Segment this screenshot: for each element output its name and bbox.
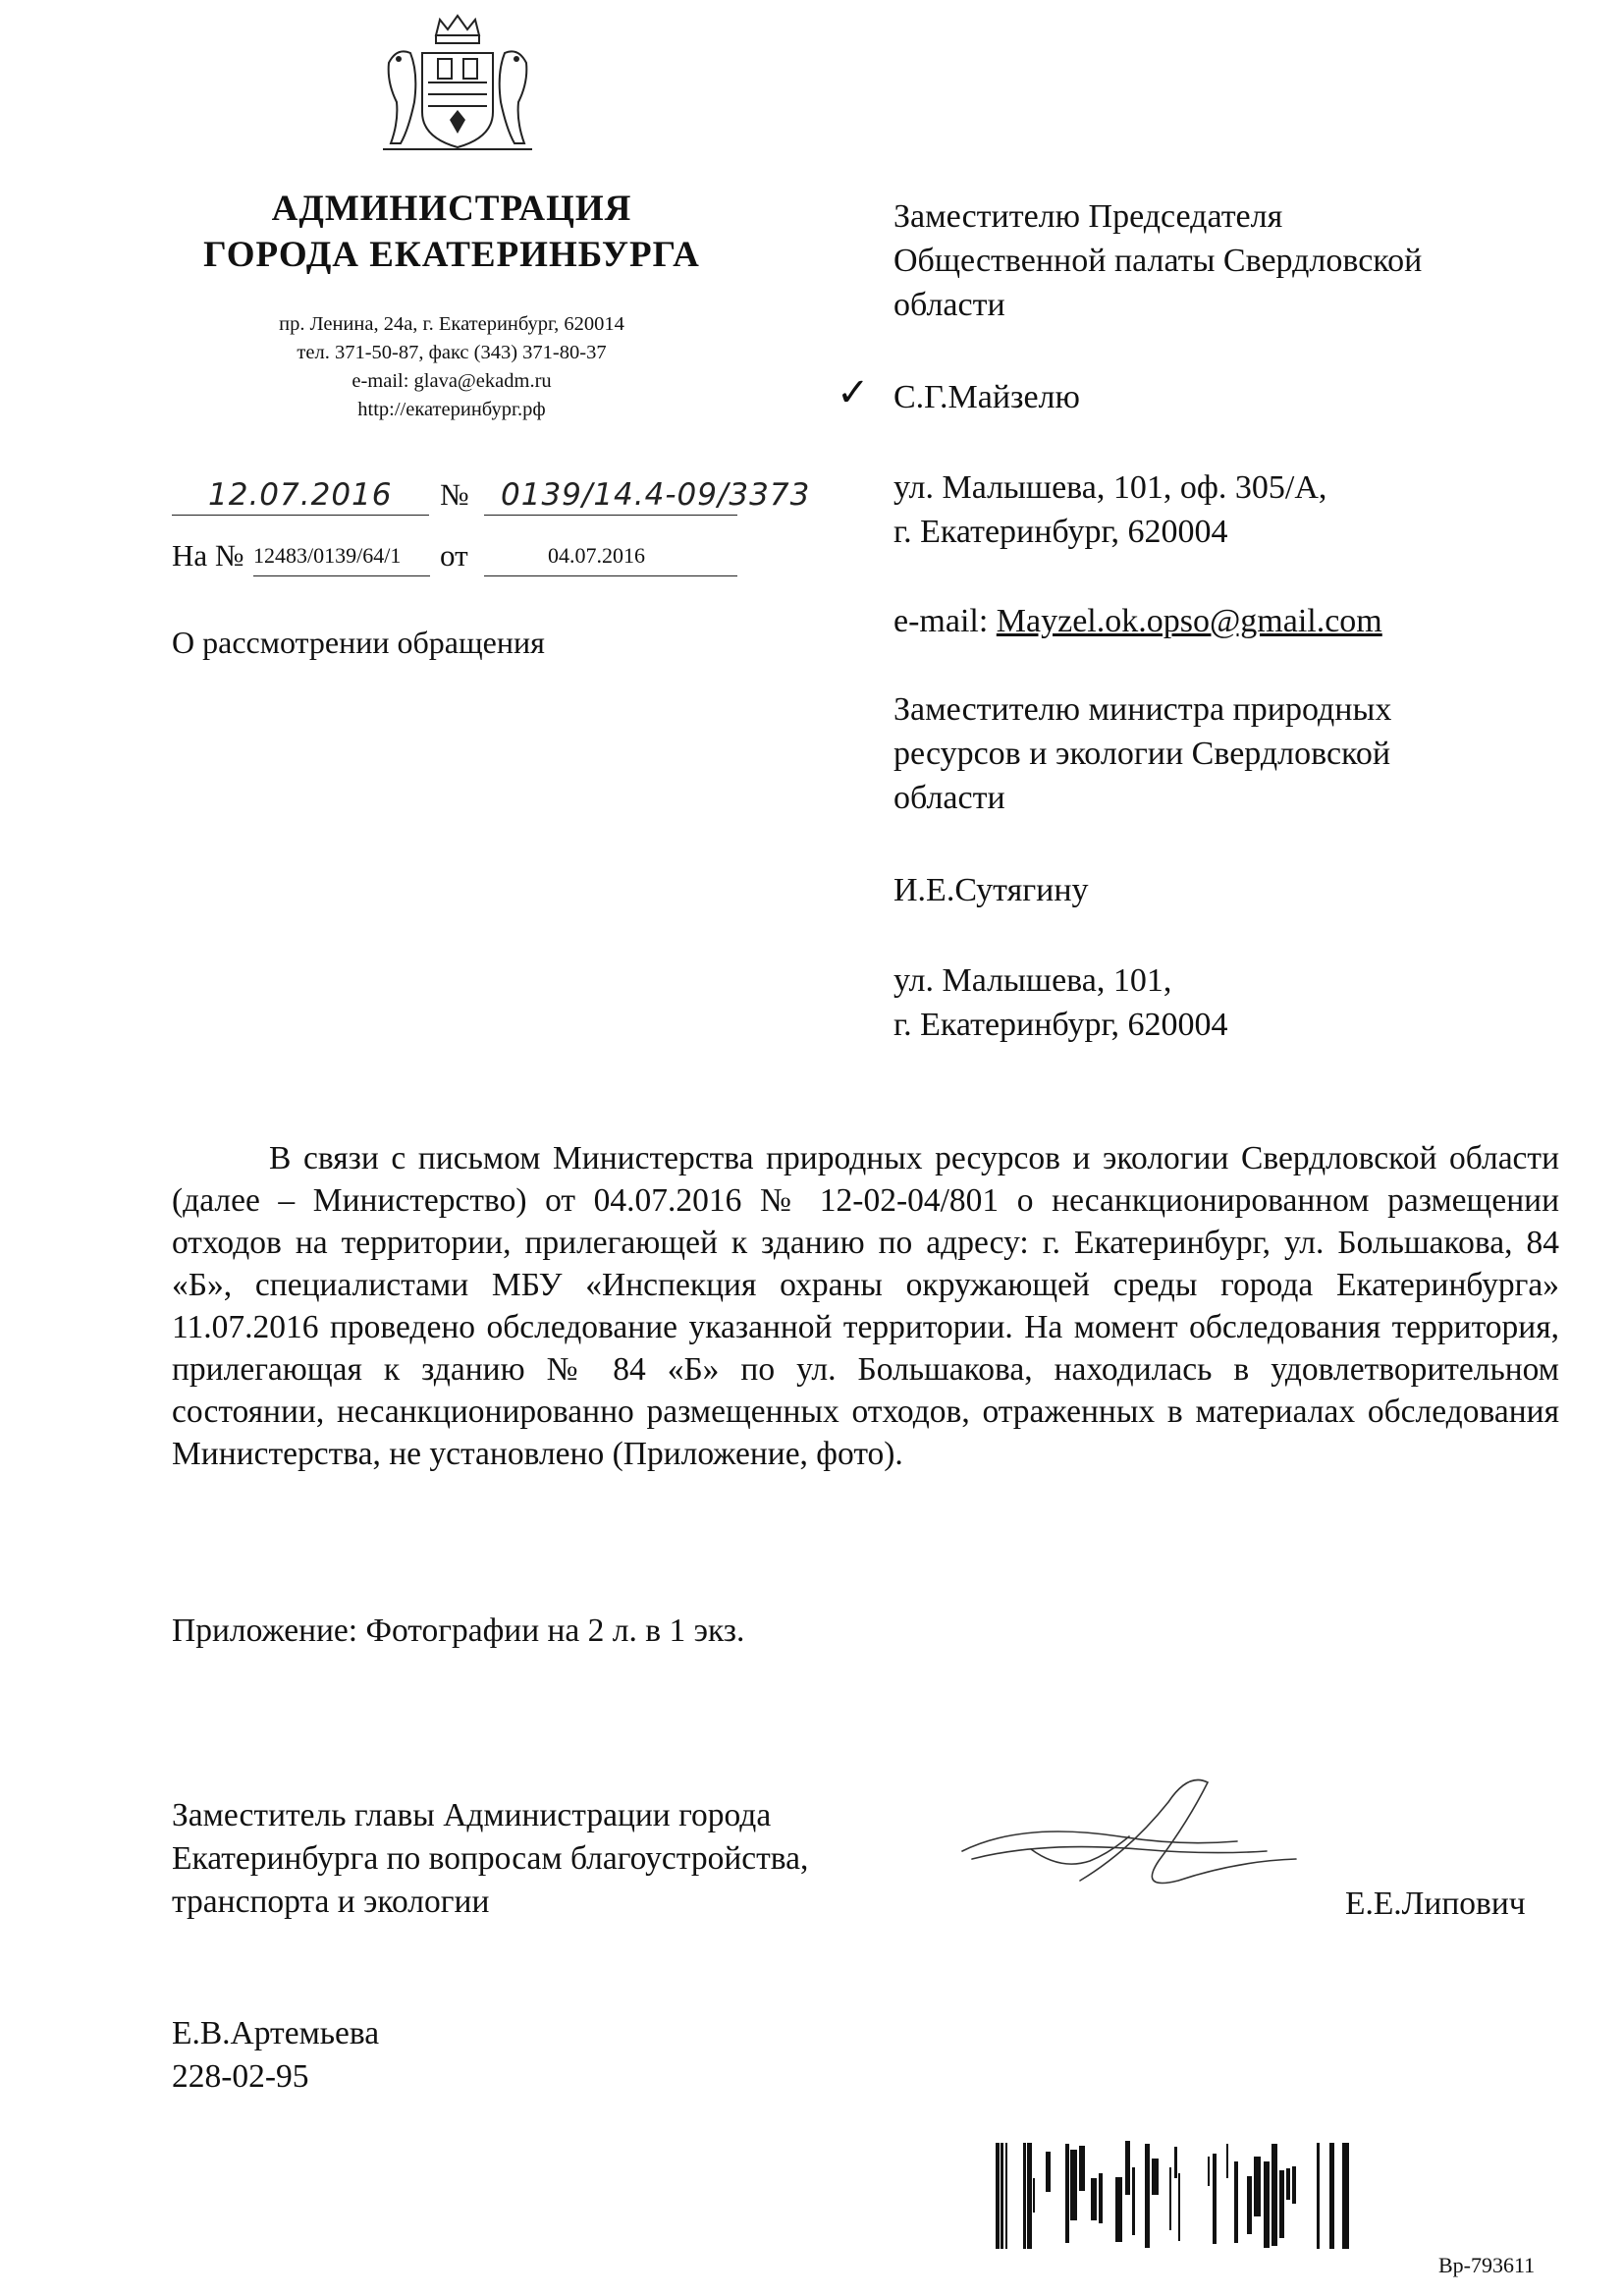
- executor-name: Е.В.Артемьева: [172, 2015, 380, 2051]
- recipient-1-address: ул. Малышева, 101, оф. 305/А, г. Екатеринбург, 620004: [893, 469, 1327, 550]
- recipient-2-address: ул. Малышева, 101, г. Екатеринбург, 620004: [893, 962, 1228, 1043]
- recipient-2-title: Заместителю министра природных ресурсов и экологии Свердловской области: [893, 691, 1392, 816]
- letter-body: [172, 1137, 1559, 1475]
- recipient-2-name: И.Е.Сутягину: [893, 872, 1089, 908]
- email-label: e-mail:: [893, 603, 989, 639]
- outgoing-number: 0139/14.4-09/3373: [501, 477, 811, 513]
- reference-number-underline: [253, 575, 430, 576]
- executor-info: [172, 2012, 379, 2099]
- signatory-position: Заместитель главы Администрации города Екатеринбурга по вопросам благоустройства, транспорта и экологии: [172, 1797, 809, 1920]
- number-sign: №: [440, 477, 469, 512]
- org-phones: тел. 371-50-87, факс (343) 371-80-37: [297, 342, 607, 363]
- recipient-1-email-row: [893, 599, 1581, 643]
- number-underline: [484, 515, 737, 516]
- reference-prefix: На №: [172, 538, 244, 573]
- reference-number: 12483/0139/64/1: [253, 543, 402, 568]
- barcode-icon: [992, 2141, 1355, 2251]
- reference-date-underline: [484, 575, 737, 576]
- org-address: пр. Ленина, 24а, г. Екатеринбург, 620014: [279, 313, 624, 335]
- org-name-line2: ГОРОДА ЕКАТЕРИНБУРГА: [203, 235, 700, 275]
- checkmark-icon: ✓: [837, 370, 870, 414]
- signatory-name: Е.Е.Липович: [1345, 1886, 1526, 1922]
- reference-from: от: [440, 538, 468, 573]
- registration-code: Вр-793611: [1438, 2253, 1536, 2277]
- recipient-1-email-link[interactable]: Mayzel.ok.opso@gmail.com: [996, 603, 1382, 639]
- coat-of-arms-icon: [379, 14, 536, 157]
- body-paragraph: В связи с письмом Министерства природных ресурсов и экологии Свердловской области (далее – Министерство) от 04.07.2016 № 12-02-04/801 о несанкционированном размещении отходов на территории, прилегающей к зданию по адресу: г. Екатеринбург, ул. Большакова, 84 «Б», специалистами МБУ «Инспекция охраны окружающей среды города Екатеринбурга» 11.07.2016 проведено обследование указанной территории. На момент обследования территория, прилегающая к зданию № 84 «Б» по ул. Большакова, находилась в удовлетворительном состоянии, несанкционированно размещенных отходов, отраженных в материалах обследования Министерства, не установлено (Приложение, фото).: [172, 1140, 1559, 1472]
- attachment-line: Приложение: Фотографии на 2 л. в 1 экз.: [172, 1613, 745, 1649]
- outgoing-date: 12.07.2016: [208, 477, 393, 513]
- org-email: e-mail: glava@ekadm.ru: [352, 370, 552, 392]
- recipient-1-title: Заместителю Председателя Общественной палаты Свердловской области: [893, 198, 1423, 323]
- date-underline: [172, 515, 429, 516]
- executor-phone: 228-02-95: [172, 2058, 309, 2095]
- recipient-1-name: С.Г.Майзелю: [893, 379, 1080, 415]
- reference-date: 04.07.2016: [548, 543, 645, 568]
- org-website: http://екатеринбург.рф: [357, 399, 546, 420]
- letter-subject: О рассмотрении обращения: [172, 625, 545, 660]
- handwritten-signature: [943, 1743, 1355, 1940]
- org-name-line1: АДМИНИСТРАЦИЯ: [271, 189, 632, 229]
